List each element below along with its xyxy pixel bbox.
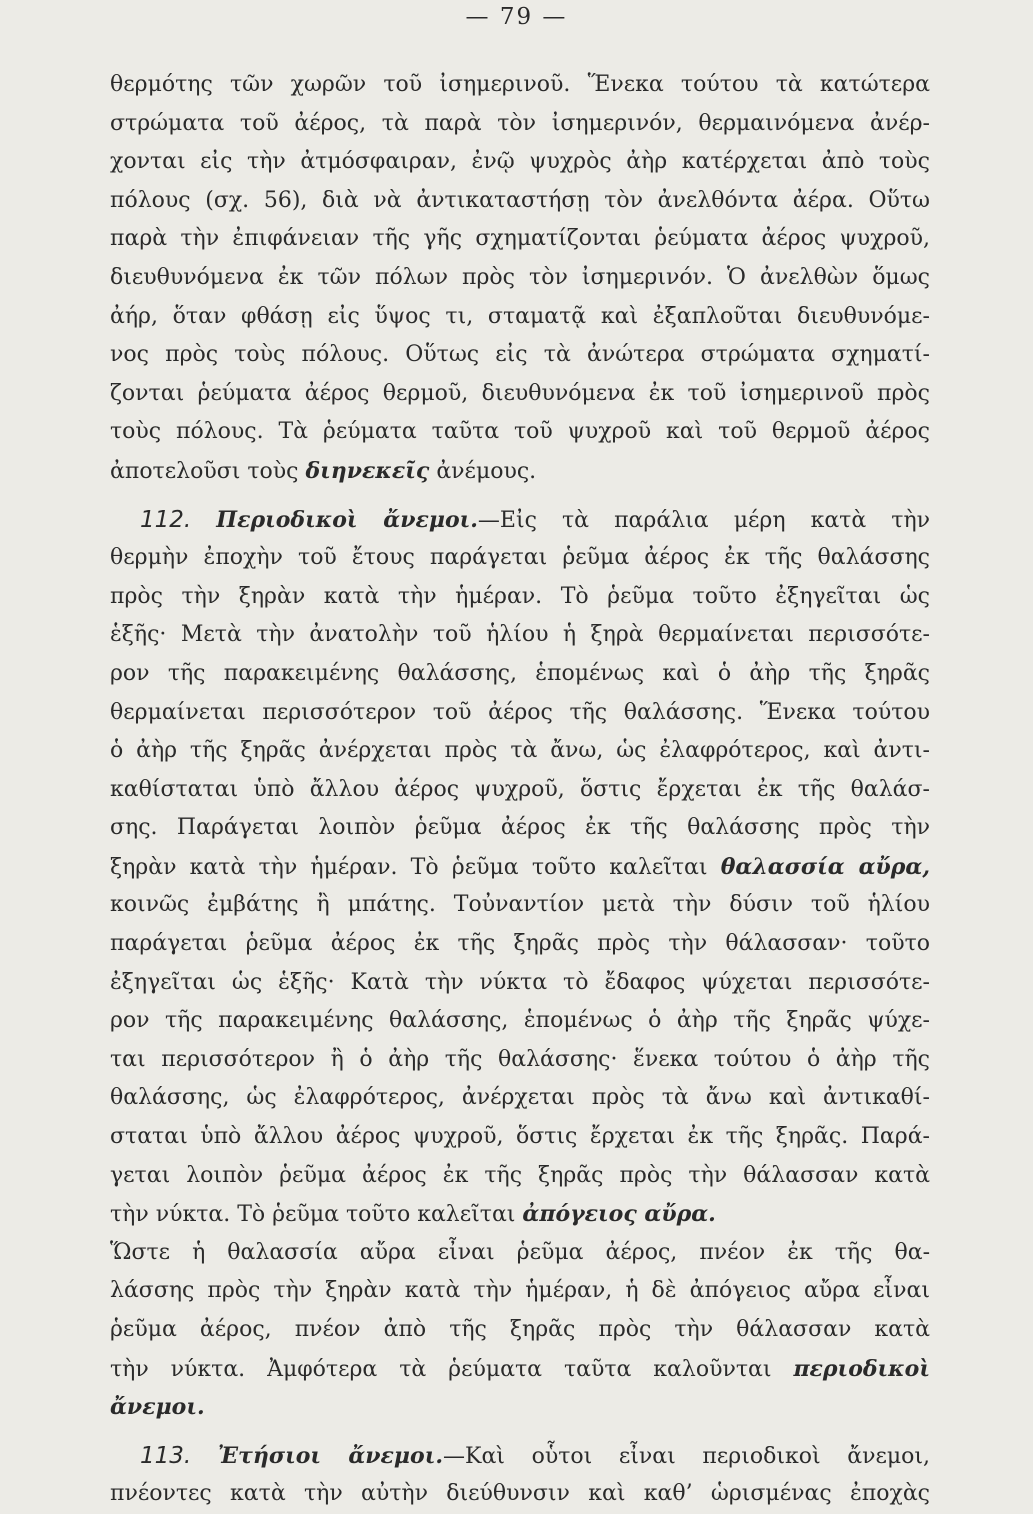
text-line: λάσσης πρὸς τὴν ξηρὰν κατὰ τὴν ἡμέραν, ἡ δὲ ἀπόγειος αὔρα εἶναι <box>110 1278 930 1304</box>
page-number: — 79 — <box>465 4 568 30</box>
emphasis-term: διηνεκεῖς <box>305 457 430 484</box>
section-heading-line <box>110 1437 930 1476</box>
text-line: θερμότης τῶν χωρῶν τοῦ ἰσημερινοῦ. Ἕνεκα τούτου τὰ κατώτερα <box>110 72 930 97</box>
text-line: ῥεῦμα ἀέρος, πνέον ἀπὸ τῆς ξηρᾶς πρὸς τὴν θάλασσαν κατὰ <box>110 1317 930 1342</box>
text-line: τοὺς πόλους. Τὰ ῥεύματα ταῦτα τοῦ ψυχροῦ καὶ τοῦ θερμοῦ ἀέρος <box>110 419 930 445</box>
text-line: διευθυνόμενα ἐκ τῶν πόλων πρὸς τὸν ἰσημερινόν. Ὁ ἀνελθὼν ὅμως <box>110 264 930 290</box>
text-line: ἑξῆς· Μετὰ τὴν ἀνατολὴν τοῦ ἡλίου ἡ ξηρὰ θερμαίνεται περισσότε- <box>110 622 930 648</box>
text-line <box>110 1350 930 1389</box>
text-line: θερμὴν ἐποχὴν τοῦ ἔτους παράγεται ῥεῦμα ἀέρος ἐκ τῆς θαλάσσης <box>110 545 930 571</box>
text-line: χονται εἰς τὴν ἀτμόσφαιραν, ἐνῷ ψυχρὸς ἀὴρ κατέρχεται ἀπὸ τοὺς <box>110 149 930 175</box>
text-line: ται περισσότερον ἢ ὁ ἀὴρ τῆς θαλάσσης· ἕνεκα τούτου ὁ ἀὴρ τῆς <box>110 1046 930 1072</box>
body-text <box>110 66 930 1514</box>
section-gap <box>110 491 930 501</box>
text-line: ἐξηγεῖται ὡς ἑξῆς· Κατὰ τὴν νύκτα τὸ ἔδαφος ψύχεται περισσότε- <box>110 969 930 995</box>
text-line: ρον τῆς παρακειμένης θαλάσσης, ἑπομένως ὁ ἀὴρ τῆς ξηρᾶς ψύχε- <box>110 1008 930 1034</box>
text-line: πνέοντες κατὰ τὴν αὐτὴν διεύθυνσιν καὶ καθ’ ὡρισμένας ἐποχὰς <box>110 1481 930 1507</box>
text-line: θερμαίνεται περισσότερον τοῦ ἀέρος τῆς θαλάσσης. Ἕνεκα τούτου <box>110 699 930 725</box>
emphasis-term: ἄνεμοι. <box>110 1394 205 1421</box>
text-line <box>110 1195 930 1234</box>
emphasis-term: ἀπόγειος αὔρα. <box>522 1201 716 1228</box>
text-line: ὁ ἀὴρ τῆς ξηρᾶς ἀνέρχεται πρὸς τὰ ἄνω, ὡς ἐλαφρότερος, καὶ ἀντι- <box>110 738 930 764</box>
text-line: ρον τῆς παρακειμένης θαλάσσης, ἑπομένως καὶ ὁ ἀὴρ τῆς ξηρᾶς <box>110 660 930 686</box>
text-segment: ἀποτελοῦσι τοὺς <box>110 458 299 484</box>
section-heading-line <box>110 501 930 540</box>
text-line <box>110 848 930 887</box>
emphasis-term: θαλασσία αὔρα, <box>720 853 930 880</box>
text-line <box>110 1388 930 1427</box>
text-line: ζονται ῥεύματα ἀέρος θερμοῦ, διευθυνόμενα ἐκ τοῦ ἰσημερινοῦ πρὸς <box>110 380 930 406</box>
text-line: παρὰ τὴν ἐπιφάνειαν τῆς γῆς σχηματίζονται ῥεύματα ἀέρος ψυχροῦ, <box>110 226 930 252</box>
text-line: πόλους (σχ. 56), διὰ νὰ ἀντικαταστήσῃ τὸν ἀνελθόντα ἀέρα. Οὕτω <box>110 187 930 213</box>
text-line: παράγεται ῥεῦμα ἀέρος ἐκ τῆς ξηρᾶς πρὸς τὴν θάλασσαν· τοῦτο <box>110 931 930 957</box>
text-line: σταται ὑπὸ ἄλλου ἀέρος ψυχροῦ, ὅστις ἔρχεται ἐκ τῆς ξηρᾶς. Παρά- <box>110 1124 930 1150</box>
text-line <box>110 452 930 491</box>
text-segment: —Καὶ οὗτοι εἶναι περιοδικοὶ ἄνεμοι, <box>443 1443 930 1469</box>
text-line: πρὸς τὴν ξηρὰν κατὰ τὴν ἡμέραν. Τὸ ῥεῦμα τοῦτο ἐξηγεῖται ὡς <box>110 583 930 609</box>
section-title: Ἐτήσιοι ἄνεμοι. <box>217 1442 444 1469</box>
section-number: 113. <box>140 1442 192 1469</box>
text-segment: τὴν νύκτα. Ἀμφότερα τὰ ῥεύματα ταῦτα καλοῦνται <box>110 1356 772 1382</box>
text-line: θαλάσσης, ὡς ἐλαφρότερος, ἀνέρχεται πρὸς τὰ ἄνω καὶ ἀντικαθί- <box>110 1085 930 1111</box>
text-line: γεται λοιπὸν ῥεῦμα ἀέρος ἐκ τῆς ξηρᾶς πρὸς τὴν θάλασσαν κατὰ <box>110 1162 930 1188</box>
text-line: νος πρὸς τοὺς πόλους. Οὕτως εἰς τὰ ἀνώτερα στρώματα σχηματί- <box>110 342 930 368</box>
section-number: 112. <box>140 506 192 533</box>
text-segment: ξηρὰν κατὰ τὴν ἡμέραν. Τὸ ῥεῦμα τοῦτο καλεῖται <box>110 854 708 880</box>
text-line: καθίσταται ὑπὸ ἄλλου ἀέρος ψυχροῦ, ὅστις ἔρχεται ἐκ τῆς θαλάσ- <box>110 776 930 802</box>
emphasis-term: περιοδικοὶ <box>793 1355 930 1382</box>
text-line: ἀήρ, ὅταν φθάσῃ εἰς ὕψος τι, σταματᾷ καὶ ἐξαπλοῦται διευθυνόμε- <box>110 303 930 329</box>
text-line: στρώματα τοῦ ἀέρος, τὰ παρὰ τὸν ἰσημερινόν, θερμαινόμενα ἀνέρ- <box>110 110 930 136</box>
text-line: Ὥστε ἡ θαλασσία αὔρα εἶναι ῥεῦμα ἀέρος, πνέον ἐκ τῆς θα- <box>110 1239 930 1265</box>
text-segment: ἀνέμους. <box>436 458 537 484</box>
section-gap <box>110 1427 930 1437</box>
text-line: σης. Παράγεται λοιπὸν ῥεῦμα ἀέρος ἐκ τῆς θαλάσσης πρὸς τὴν <box>110 815 930 841</box>
text-line: κοινῶς ἐμβάτης ἢ μπάτης. Τοὐναντίον μετὰ τὴν δύσιν τοῦ ἡλίου <box>110 892 930 918</box>
text-segment: τὴν νύκτα. Τὸ ῥεῦμα τοῦτο καλεῖται <box>110 1202 516 1228</box>
text-segment: —Εἰς τὰ παράλια μέρη κατὰ τὴν <box>477 507 930 533</box>
section-title: Περιοδικοὶ ἄνεμοι. <box>216 506 478 533</box>
